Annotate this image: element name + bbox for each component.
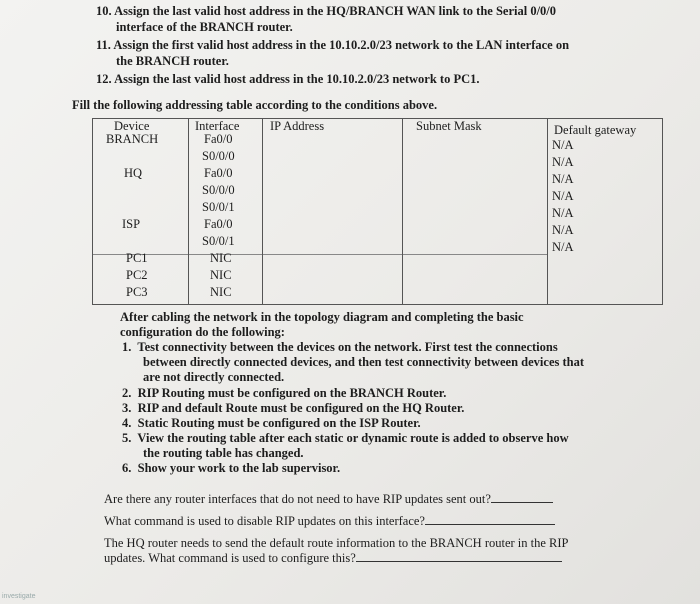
device-branch: BRANCH [106,132,159,146]
interface-cell: S0/0/0 [202,149,235,163]
interface-cell: Fa0/0 [204,132,233,146]
table-intro: Fill the following addressing table according to the conditions above. [72,98,438,112]
header-interface: Interface [195,119,240,133]
task-1-line-3: are not directly connected. [143,370,285,384]
task-5: 5. View the routing table after each static or dynamic route is added to observe how [122,431,569,445]
answer-blank-3[interactable] [356,561,562,562]
after-intro-2: configuration do the following: [120,325,285,339]
step-10: 10. Assign the last valid host address in the HQ/BRANCH WAN link to the Serial 0/0/0 [96,4,557,18]
header-ip-address: IP Address [270,119,325,133]
task-2: 2. RIP Routing must be configured on the BRANCH Router. [122,386,447,400]
task-1: 1. Test connectivity between the devices on the network. First test the connections [122,340,558,354]
gateway-cell: N/A [552,189,574,203]
interface-cell: NIC [210,268,232,282]
header-default-gateway: Default gateway [554,123,637,137]
gateway-cell: N/A [552,138,574,152]
question-1: Are there any router interfaces that do not need to have RIP updates sent out? [104,492,553,507]
task-1-line-2: between directly connected devices, and then test connectivity between devices that [143,355,585,369]
task-3: 3. RIP and default Route must be configured on the HQ Router. [122,401,465,415]
device-isp: ISP [122,217,141,231]
gateway-cell: N/A [552,206,574,220]
gateway-cell: N/A [552,223,574,237]
device-pc1: PC1 [126,251,148,265]
step-11-cont: the BRANCH router. [116,54,229,68]
question-3-line-2: updates. What command is used to configure this? [104,551,562,566]
step-10-cont: interface of the BRANCH router. [116,20,293,34]
interface-cell: S0/0/1 [202,234,235,248]
task-5-line-2: the routing table has changed. [143,446,304,460]
after-intro-1: After cabling the network in the topology diagram and completing the basic [120,310,524,324]
interface-cell: NIC [210,285,232,299]
task-4: 4. Static Routing must be configured on the ISP Router. [122,416,421,430]
task-6: 6. Show your work to the lab supervisor. [122,461,341,475]
device-hq: HQ [124,166,143,180]
header-device: Device [114,119,150,133]
interface-cell: Fa0/0 [204,166,233,180]
answer-blank-2[interactable] [425,524,555,525]
addressing-table [92,118,662,304]
device-pc3: PC3 [126,285,148,299]
step-12: 12. Assign the last valid host address in the 10.10.2.0/23 network to PC1. [96,72,480,86]
watermark: investigate [2,593,36,600]
question-3: The HQ router needs to send the default route information to the BRANCH router in the RIP [104,536,569,550]
step-11: 11. Assign the first valid host address in the 10.10.2.0/23 network to the LAN interface on [96,38,570,52]
header-subnet-mask: Subnet Mask [416,119,482,133]
gateway-cell: N/A [552,155,574,169]
interface-cell: NIC [210,251,232,265]
interface-cell: S0/0/0 [202,183,235,197]
interface-cell: Fa0/0 [204,217,233,231]
gateway-cell: N/A [552,240,574,254]
answer-blank-1[interactable] [491,502,553,503]
question-2: What command is used to disable RIP updates on this interface? [104,514,555,529]
gateway-cell: N/A [552,172,574,186]
interface-cell: S0/0/1 [202,200,235,214]
device-pc2: PC2 [126,268,148,282]
